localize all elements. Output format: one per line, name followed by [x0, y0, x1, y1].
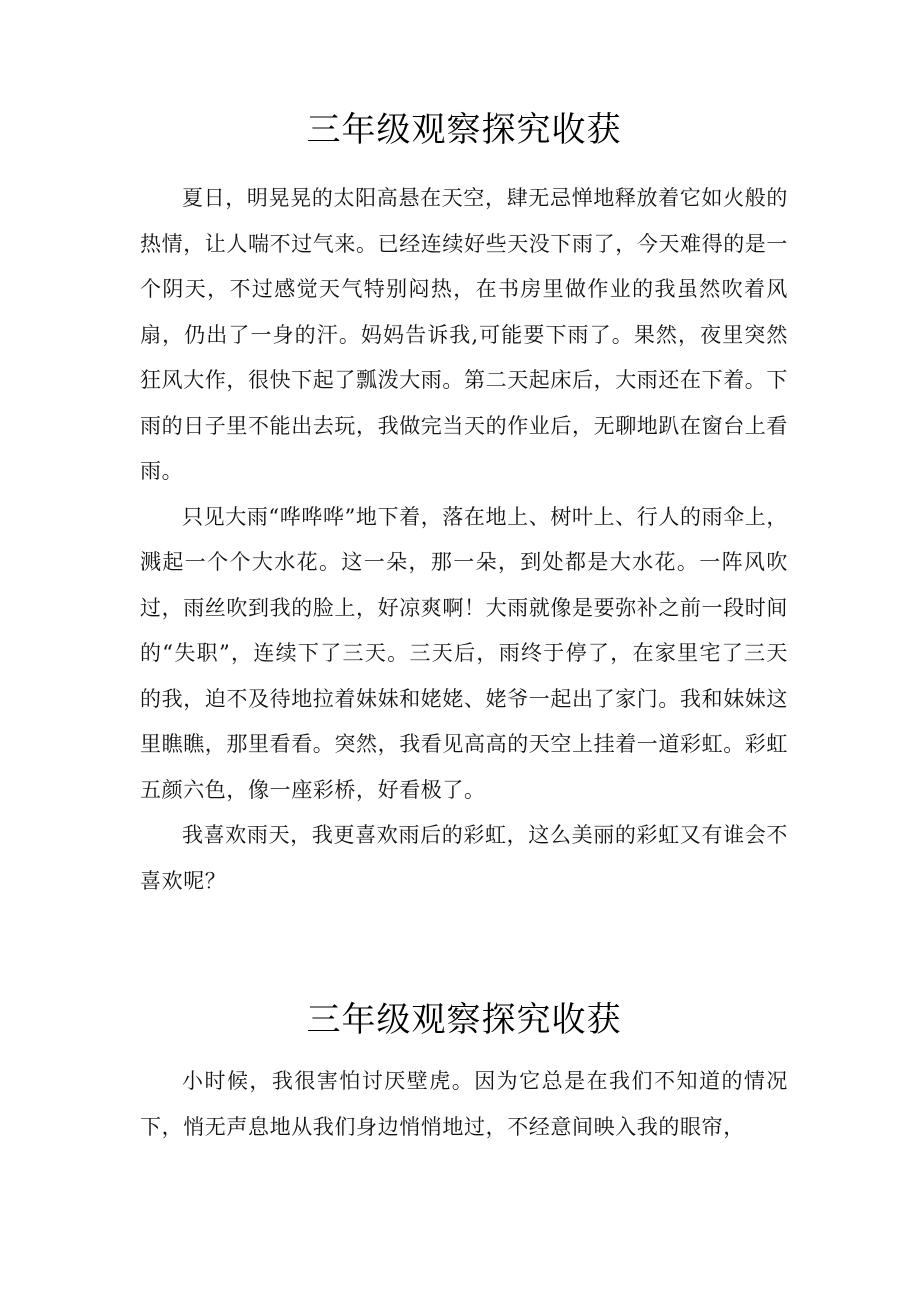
essay-title: 三年级观察探究收获 [306, 110, 622, 150]
paragraph-summer-heat: 夏日，明晃晃的太阳高悬在天空，肆无忌惮地释放着它如火般的热情，让人喘不过气来。已经连续好些天没下雨了，今天难得的是一个阴天，不过感觉天气特别闷热，在书房里做作业的我虽然吹着风扇，仍出了一身的汗。妈妈告诉我,可能要下雨了。果然，夜里突然狂风大作，很快下起了瓢泼大雨。第二天起床后，大雨还在下着。下雨的日子里不能出去玩，我做完当天的作业后，无聊地趴在窗台上看雨。 [140, 186, 788, 483]
essay-1 [140, 100, 788, 904]
paragraph-conclusion: 我喜欢雨天，我更喜欢雨后的彩虹，这么美丽的彩虹又有谁会不喜欢呢？ [140, 823, 788, 893]
essay-title: 三年级观察探究收获 [306, 1000, 622, 1040]
paragraph-rain-and-rainbow: 只见大雨“哗哗哗”地下着，落在地上、树叶上、行人的雨伞上，溅起一个个大水花。这一朵，那一朵，到处都是大水花。一阵风吹过，雨丝吹到我的脸上，好凉爽啊！大雨就像是要弥补之前一段时间的“失职”，连续下了三天。三天后，雨终于停了，在家里宅了三天的我，迫不及待地拉着妹妹和姥姥、姥爷一起出了家门。我和妹妹这里瞧瞧，那里看看。突然，我看见高高的天空上挂着一道彩虹。彩虹五颜六色，像一座彩桥，好看极了。 [140, 504, 788, 802]
essay-2 [140, 990, 788, 1150]
paragraph-gecko-intro: 小时候，我很害怕讨厌壁虎。因为它总是在我们不知道的情况下，悄无声息地从我们身边悄悄地过，不经意间映入我的眼帘， [140, 1069, 788, 1139]
